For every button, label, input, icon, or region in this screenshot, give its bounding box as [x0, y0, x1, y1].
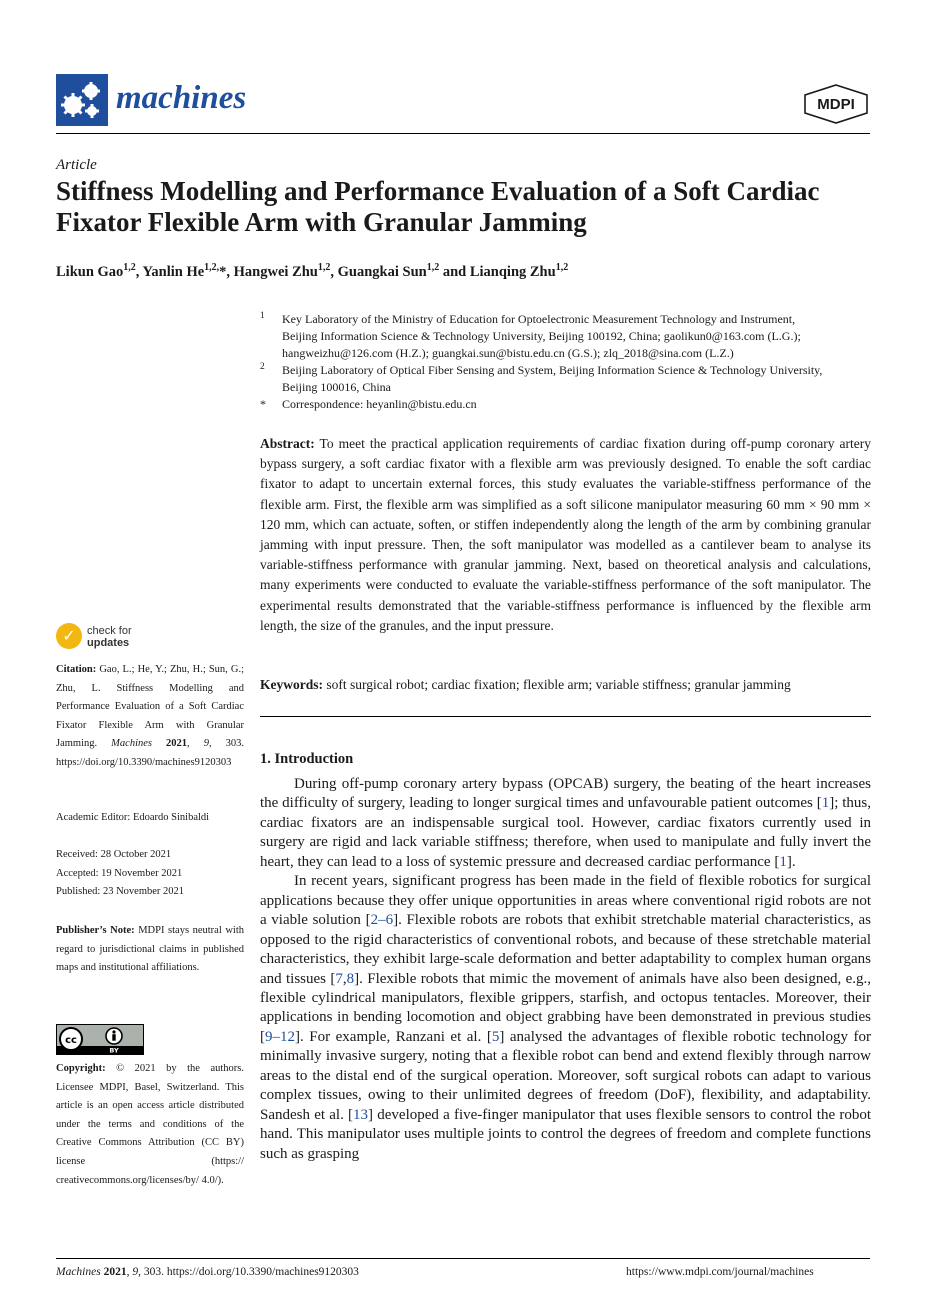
correspondence-item — [260, 396, 872, 413]
mdpi-logo — [804, 84, 868, 124]
affiliation-line: Beijing 100016, China — [282, 380, 391, 394]
citation-link[interactable]: 5 — [491, 1028, 500, 1045]
correspondence-line: Correspondence: heyanlin@bistu.edu.cn — [282, 397, 477, 411]
author-separator: *, — [219, 263, 234, 280]
affiliation-mark: 2 — [260, 362, 265, 372]
section-heading: 1. Introduction — [260, 751, 354, 767]
affiliation-line: Beijing Information Science & Technology University, Beijing 100192, China; gaolikun0@163.com (L.G.); — [282, 329, 801, 343]
check-for-updates-label-bold[interactable]: updates — [87, 637, 130, 649]
author-affiliation-sup: 1,2 — [317, 262, 331, 273]
author-separator: , — [135, 263, 143, 280]
footer-year: 2021 — [103, 1266, 127, 1278]
footer-citation: Machines 2021, 9, 303. https://doi.org/10.3390/machines9120303 — [56, 1266, 359, 1278]
received-date: Received: 28 October 2021 — [56, 849, 172, 860]
text-run: ]. For example, Ranzani et al. [ — [295, 1028, 492, 1045]
citation-link[interactable]: 13 — [353, 1106, 369, 1123]
text-run: ]. Flexible robots are robots that exhibit stretchable material characteristics, as opposed to the rigid characteristics of conventional robots, and because of these stretchable material characteristics, they exhibit large-scale deformation and better adaptability to complex human organs and tissues [ — [260, 912, 871, 987]
citation-text: Gao, L.; He, Y.; Zhu, H.; Sun, G.; Zhu, L. Stiffness Modelling and Performance Evaluation of a Soft Cardiac Fixator Flexible Arm with Granular Jamming. — [56, 664, 245, 750]
abstract-text: To meet the practical application requirements of cardiac fixation during off-pump coronary artery bypass surgery, a soft cardiac fixator with a flexible arm was previously designed. To enable the soft cardiac fixator to adapt to uncertain external forces, this study evaluates the variable-stiffness performance of the flexible arm. First, the flexible arm was simplified as a soft silicone manipulator measuring 60 mm × 90 mm × 120 mm, which can actuate, soften, or stiffen independently along the length of the arm by combining granular jamming with input pressure. Then, the soft manipulator was modelled as a cantilever beam to analyse its variable-stiffness performance with granular jamming. Next, based on theoretical analysis and calculations, many experiments were conducted to evaluate the variable-stiffness performance of the soft manipulator. The experimental results demonstrated that the variable-stiffness performance is influenced by the flexible arm length, the size of the granules, and the input pressure. — [260, 436, 871, 633]
header-rule — [56, 133, 870, 134]
affiliation-line: Beijing Laboratory of Optical Fiber Sensing and System, Beijing Information Science & Technology University, — [282, 363, 823, 377]
text-run: In recent years, significant progress has been made in the field of flexible robotics for surgical applications because they offer unique opportunities in areas where conventional rigid robots are not a viable solution [ — [260, 873, 871, 929]
paragraph — [260, 872, 871, 1164]
author: Guangkai Sun — [337, 263, 427, 280]
introduction-body — [260, 775, 871, 1164]
affiliation-mark: * — [260, 397, 266, 411]
author-affiliation-sup: 1,2 — [426, 262, 440, 273]
citation-block: Citation: Gao, L.; He, Y.; Zhu, H.; Sun, G.; Zhu, L. Stiffness Modelling and Performance Evaluation of a Soft Cardiac Fixator Flexible Arm with Granular Jamming. Machines 2021, 9, 303. https://doi.org/10.3390/machines9120303 — [56, 664, 245, 768]
citation-link[interactable]: 1 — [821, 795, 830, 812]
publishers-note-text: MDPI stays neutral with regard to jurisdictional claims in published maps and institutional affiliations. — [56, 925, 245, 974]
footer-journal-url[interactable]: https://www.mdpi.com/journal/machines — [626, 1266, 814, 1278]
copyright-block — [56, 1060, 244, 1190]
journal-logo-icon — [56, 74, 108, 126]
author-affiliation-sup: 1,2 — [123, 262, 136, 273]
author: Lianqing Zhu — [469, 263, 556, 280]
publishers-note-label: Publisher’s Note: — [56, 925, 135, 936]
publishers-note — [56, 922, 244, 978]
academic-editor: Academic Editor: Edoardo Sinibaldi — [56, 812, 210, 823]
citation-link[interactable]: 1 — [779, 853, 787, 870]
author: Likun Gao — [56, 263, 124, 280]
abstract — [260, 434, 871, 636]
cc-by-text: BY — [109, 1046, 119, 1054]
text-run: ]. — [786, 853, 796, 870]
citation-journal: Machines — [111, 738, 152, 750]
affiliation-line: Key Laboratory of the Ministry of Education for Optoelectronic Measurement Technology and Instrument, — [282, 312, 796, 326]
dates-block — [56, 846, 244, 902]
author-separator: , — [330, 263, 338, 280]
citation-link[interactable]: 8 — [346, 970, 355, 987]
article-type: Article — [56, 157, 97, 173]
cc-by-license-icon[interactable] — [56, 1024, 144, 1055]
citation-link[interactable]: 9–12 — [265, 1028, 295, 1045]
svg-text:cc: cc — [65, 1035, 77, 1046]
footer-volume: 9 — [132, 1266, 139, 1278]
keywords — [260, 675, 871, 695]
journal-name: machines — [116, 80, 247, 116]
text-run: ] developed a five-finger manipulator that uses flexible sensors to control the robot hand. This manipulator uses multiple joints to control the degrees of freedom and complete functions such as grasping — [260, 1106, 871, 1162]
affiliation-line: hangweizhu@126.com (H.Z.); guangkai.sun@bistu.edu.cn (G.S.); zlq_2018@sina.com (L.Z.) — [282, 346, 734, 360]
text-run: ]. Flexible robots that mimic the movement of animals have also been designed, e.g., flexible cylindrical manipulators, flexible grippers, starfish, and octopus tentacles. Moreover, their applications in bending locomotion and object grabbing have been demonstrated in previous studies [ — [260, 970, 871, 1045]
author: Hangwei Zhu — [233, 263, 318, 280]
author-separator: and — [439, 263, 470, 280]
citation-year: 2021 — [166, 738, 188, 750]
copyright-text: © 2021 by the authors. Licensee MDPI, Basel, Switzerland. This article is an open access article distributed under the terms and conditions of the Creative Commons Attribution (CC BY) license (https:// creativecommons.org/licenses/by/ 4.0/). — [56, 1063, 244, 1186]
footer-rule — [56, 1258, 870, 1259]
article-title: Stiffness Modelling and Performance Evaluation of a Soft Cardiac Fixator Flexible Arm with Granular Jamming — [56, 176, 820, 237]
mdpi-logo-text: MDPI — [817, 96, 855, 113]
abstract-label: Abstract: — [260, 436, 315, 451]
keywords-text: soft surgical robot; cardiac fixation; flexible arm; variable stiffness; granular jamming — [326, 677, 791, 692]
check-for-updates-icon[interactable]: ✓ — [56, 623, 82, 649]
text-run: ] analysed the advantages of flexible robotic technology for minimally invasive surgery, noting that a flexible robot can bend and extend flexibly through narrow areas to the distal end of the surgical operation. Moreover, soft surgical robots can adapt to various complex tissues, owing to their unlimited degrees of freedom (DoF), flexibility, and adaptability. Sandesh et al. [ — [260, 1028, 871, 1123]
citation-link[interactable]: 2–6 — [370, 912, 394, 929]
citation-volume: 9 — [203, 738, 209, 750]
check-for-updates-label[interactable]: check for — [87, 625, 132, 637]
footer-journal: Machines — [56, 1266, 101, 1278]
author-affiliation-sup: 1,2, — [204, 262, 220, 273]
abstract-rule — [260, 716, 871, 717]
text-run: During off-pump coronary artery bypass (OPCAB) surgery, the beating of the heart increases the difficulty of surgery, leading to longer surgical times and unfavourable patient outcomes [ — [260, 776, 871, 812]
published-date: Published: 23 November 2021 — [56, 886, 185, 898]
paragraph — [260, 775, 871, 872]
affiliation-item — [260, 311, 872, 362]
author: Yanlin He — [142, 263, 205, 280]
affiliation-mark: 1 — [260, 311, 265, 321]
text-run: , — [342, 970, 347, 987]
keywords-label: Keywords: — [260, 677, 323, 692]
author-affiliation-sup: 1,2 — [555, 262, 569, 273]
citation-label: Citation: — [56, 664, 97, 675]
affiliations — [260, 311, 872, 413]
footer-doi[interactable]: , 303. https://doi.org/10.3390/machines9120303 — [138, 1266, 359, 1278]
accepted-date: Accepted: 19 November 2021 — [56, 867, 183, 879]
affiliation-item — [260, 362, 872, 396]
copyright-label: Copyright: — [56, 1063, 106, 1074]
citation-link[interactable]: 7 — [335, 970, 343, 987]
author-list — [56, 262, 568, 281]
citation-doi[interactable]: 303. https://doi.org/10.3390/machines9120303 — [56, 738, 245, 768]
text-run: ]; thus, cardiac fixators are an indispensable surgical tool. However, cardiac fixators currently used in surgery are rigid and lack variable stiffness; therefore, when used to manipulate and fully invert the heart, they can lead to a loss of systemic pressure and decreased cardiac performance [ — [260, 795, 871, 870]
